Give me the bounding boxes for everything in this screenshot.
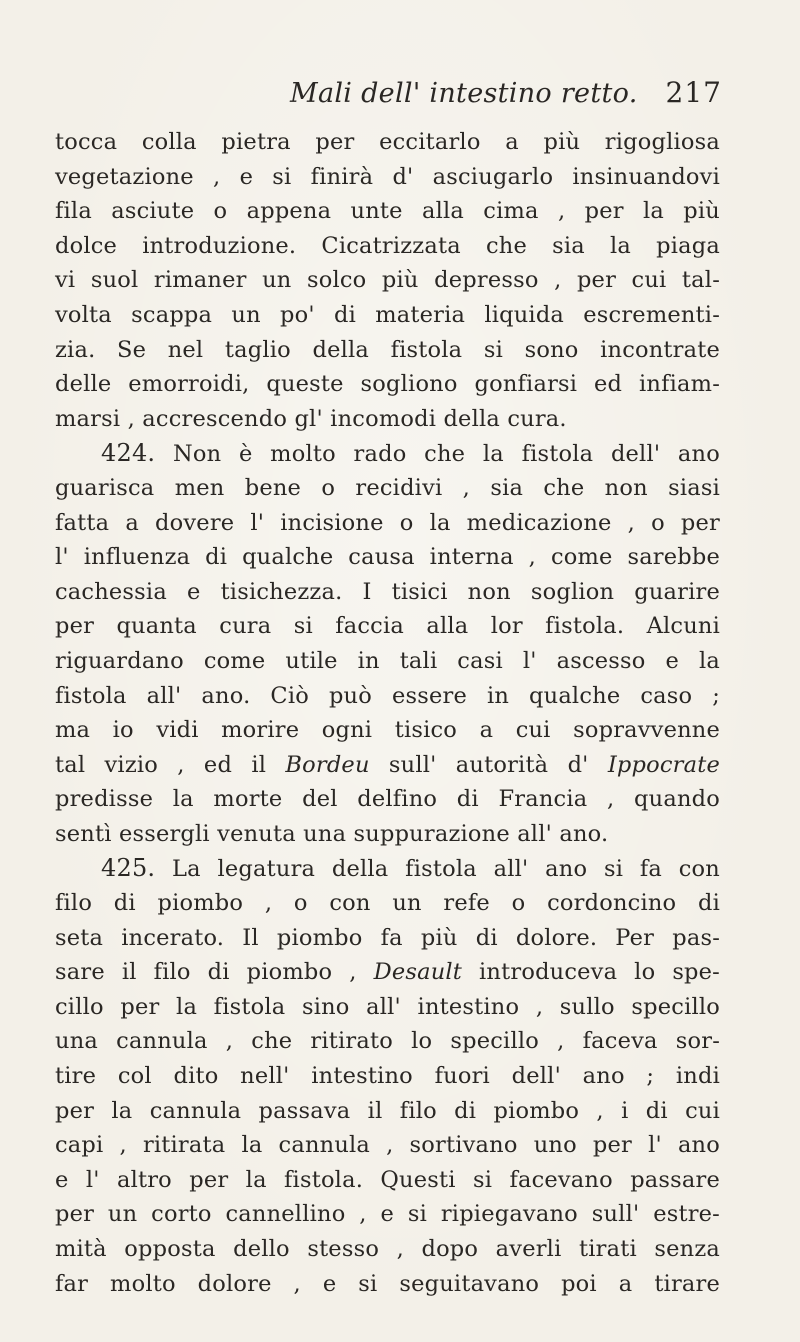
text-line: tocca colla pietra per eccitarlo a più rigogliosa xyxy=(55,129,720,155)
text-line: tire col dito nell' intestino fuori dell' ano ; indi xyxy=(55,1063,720,1090)
text-line: riguardano come utile in tali casi l' ascesso e la xyxy=(55,647,720,674)
body-text xyxy=(55,125,720,1301)
section-start-line xyxy=(55,436,720,471)
section-number: 424. xyxy=(101,439,156,468)
text-line: una cannula , che ritirato lo specillo , faceva sor- xyxy=(55,1028,720,1055)
section-number: 425. xyxy=(101,854,156,883)
text-line: mità opposta dello stesso , dopo averli tirati senza xyxy=(55,1236,720,1262)
text-line-with-name xyxy=(55,955,720,990)
text-line: sentì essergli venuta una suppurazione all' ano. xyxy=(55,820,609,847)
text-line: zia. Se nel taglio della fistola si sono incontrate xyxy=(55,336,720,363)
text-line: volta scappa un po' di materia liquida escrementi- xyxy=(55,301,720,328)
text-fragment: tal vizio , ed il xyxy=(55,751,286,778)
text-line: dolce introduzione. Cicatrizzata che sia la piaga xyxy=(55,232,720,259)
text-line: cillo per la fistola sino all' intestino , sullo specillo xyxy=(55,993,720,1020)
text-line: guarisca men bene o recidivi , sia che non siasi xyxy=(55,474,720,501)
author-name-ippocrate: Ippocrate xyxy=(607,751,721,778)
text-line: fatta a dovere l' incisione o la medicazione , o per xyxy=(55,509,720,536)
text-line: fistola all' ano. Ciò può essere in qualche caso ; xyxy=(55,682,720,709)
section-start-line xyxy=(55,851,720,886)
section-text: Non è molto rado che la fistola dell' ano xyxy=(155,441,720,468)
text-line: vi suol rimaner un solco più depresso , per cui tal- xyxy=(55,267,720,294)
text-line: ma io vidi morire ogni tisico a cui sopravvenne xyxy=(55,717,720,744)
author-name-bordeu: Bordeu xyxy=(285,751,370,778)
text-line: l' influenza di qualche causa interna , come sarebbe xyxy=(55,544,720,571)
text-line: fila asciute o appena unte alla cima , per la più xyxy=(55,198,720,225)
text-line: seta incerato. Il piombo fa più di dolore. Per pas- xyxy=(55,924,720,951)
text-line: per la cannula passava il filo di piombo , i di cui xyxy=(55,1097,720,1124)
text-line: per quanta cura si faccia alla lor fistola. Alcuni xyxy=(55,613,720,640)
section-text: La legatura della fistola all' ano si fa con xyxy=(155,856,720,883)
author-name-desault: Desault xyxy=(373,959,463,986)
text-line-with-names xyxy=(55,748,720,783)
text-fragment: sull' autorità d' xyxy=(369,751,608,778)
text-fragment: sare il filo di piombo , xyxy=(55,959,374,986)
text-line: capi , ritirata la cannula , sortivano uno per l' ano xyxy=(55,1132,720,1159)
text-line: cachessia e tisichezza. I tisici non soglion guarire xyxy=(55,578,720,605)
text-line: filo di piombo , o con un refe o cordoncino di xyxy=(55,890,720,917)
text-fragment: introduceva lo spe- xyxy=(462,959,720,986)
running-title: Mali dell' intestino retto. xyxy=(290,78,638,109)
text-line: vegetazione , e si finirà d' asciugarlo insinuandovi xyxy=(55,163,720,190)
page-header xyxy=(60,78,720,118)
page-number: 217 xyxy=(665,76,722,109)
text-line: far molto dolore , e si seguitavano poi a tirare xyxy=(55,1270,720,1297)
text-line: predisse la morte del delfino di Francia , quando xyxy=(55,786,720,813)
text-line: e l' altro per la fistola. Questi si facevano passare xyxy=(55,1166,720,1193)
text-line: per un corto cannellino , e si ripiegavano sull' estre- xyxy=(55,1201,720,1228)
text-line: marsi , accrescendo gl' incomodi della cura. xyxy=(55,405,567,432)
text-line: delle emorroidi, queste sogliono gonfiarsi ed infiam- xyxy=(55,371,720,398)
